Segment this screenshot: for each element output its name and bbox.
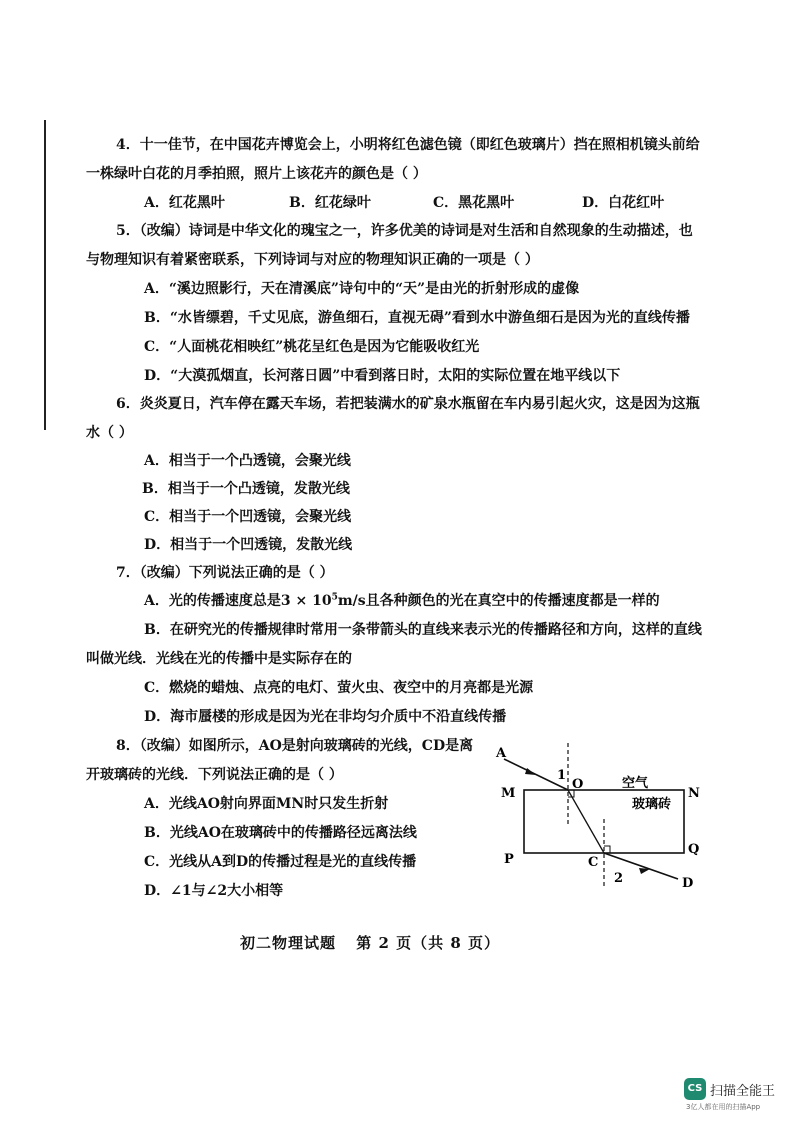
q6-option-b: B．相当于一个凸透镜，发散光线 <box>142 481 350 497</box>
q8-option-a: A．光线AO射向界面MN时只发生折射 <box>144 796 389 812</box>
q7-option-a <box>144 592 660 610</box>
q5-stem-line2: 与物理知识有着紧密联系，下列诗词与对应的物理知识正确的一项是（ ） <box>86 252 539 268</box>
label-m: M <box>501 786 516 801</box>
label-q: Q <box>688 842 700 857</box>
q7-option-b-line1: B．在研究光的传播规律时常用一条带箭头的直线来表示光的传播路径和方向，这样的直线 <box>144 622 702 638</box>
footer-page-number: 第 2 页（共 8 页） <box>356 934 501 952</box>
label-d: D <box>682 876 694 891</box>
label-p: P <box>504 852 514 867</box>
q7-option-c: C．燃烧的蜡烛、点亮的电灯、萤火虫、夜空中的月亮都是光源 <box>144 680 534 696</box>
q8-option-b: B．光线AO在玻璃砖中的传播路径远离法线 <box>144 825 417 841</box>
q8-option-c: C．光线从A到D的传播过程是光的直线传播 <box>144 854 417 870</box>
right-angle-mark-c <box>604 846 610 853</box>
q4-stem-line1: 4．十一佳节，在中国花卉博览会上，小明将红色滤色镜（即红色玻璃片）挡在照相机镜头前给 <box>116 137 700 153</box>
q5-option-a: A．“溪边照影行，天在清溪底”诗句中的“天”是由光的折射形成的虚像 <box>144 281 580 297</box>
q4-option-c: C．黑花黑叶 <box>433 195 515 211</box>
q4-option-a: A．红花黑叶 <box>144 195 225 211</box>
q6-stem-line2: 水（ ） <box>86 425 133 441</box>
incident-arrowhead <box>525 768 536 775</box>
footer-title: 初二物理试题 <box>240 934 337 952</box>
label-1: 1 <box>557 768 567 783</box>
q5-stem-line1: 5．（改编）诗词是中华文化的瑰宝之一，许多优美的诗词是对生活和自然现象的生动描述，也 <box>116 223 693 239</box>
label-2: 2 <box>614 871 624 886</box>
q7-option-a-pre: A．光的传播速度总是3 × 10 <box>144 593 332 609</box>
q6-option-d: D．相当于一个凹透镜，发散光线 <box>144 537 353 553</box>
q7-option-a-post: m/s且各种颜色的光在真空中的传播速度都是一样的 <box>337 593 660 609</box>
q8-stem-line2: 开玻璃砖的光线．下列说法正确的是（ ） <box>86 767 343 783</box>
page-footer <box>240 932 514 953</box>
label-air: 空气 <box>622 776 649 791</box>
q7-option-b-line2: 叫做光线．光线在光的传播中是实际存在的 <box>86 651 352 667</box>
q6-option-a: A．相当于一个凸透镜，会聚光线 <box>144 453 351 469</box>
label-glass: 玻璃砖 <box>632 797 672 812</box>
watermark-subtitle: 3亿人都在用的扫描App <box>686 1103 761 1111</box>
q5-option-b: B．“水皆缥碧，千丈见底，游鱼细石，直视无碍”看到水中游鱼细石是因为光的直线传播 <box>144 310 690 326</box>
q7-stem: 7．（改编）下列说法正确的是（ ） <box>116 565 334 581</box>
q8-stem-line1: 8．（改编）如图所示，AO是射向玻璃砖的光线，CD是离 <box>116 738 474 754</box>
label-n: N <box>688 786 700 801</box>
emergent-arrowhead <box>639 868 650 874</box>
refracted-ray-oc <box>568 790 604 853</box>
q5-option-d: D．“大漠孤烟直，长河落日圆”中看到落日时，太阳的实际位置在地平线以下 <box>144 368 621 384</box>
label-a: A <box>496 746 507 761</box>
q7-option-a-exponent: 5 <box>331 592 338 603</box>
q4-option-d: D．白花红叶 <box>582 195 665 211</box>
q7-option-d: D．海市蜃楼的形成是因为光在非均匀介质中不沿直线传播 <box>144 709 507 725</box>
label-c: C <box>588 855 599 870</box>
q6-option-c: C．相当于一个凹透镜，会聚光线 <box>144 509 352 525</box>
refraction-figure <box>490 735 720 895</box>
camscanner-logo-icon: CS <box>684 1078 706 1100</box>
scanner-watermark <box>684 1078 794 1118</box>
label-o: O <box>572 777 584 792</box>
q4-stem-line2: 一株绿叶白花的月季拍照，照片上该花卉的颜色是（ ） <box>86 166 427 182</box>
binding-line <box>44 120 46 430</box>
watermark-title: 扫描全能王 <box>710 1084 776 1099</box>
q4-option-b: B．红花绿叶 <box>289 195 371 211</box>
q8-option-d: D．∠1与∠2大小相等 <box>144 883 284 899</box>
q6-stem-line1: 6．炎炎夏日，汽车停在露天车场，若把装满水的矿泉水瓶留在车内易引起火灾，这是因为这瓶 <box>116 396 700 412</box>
q5-option-c: C．“人面桃花相映红”桃花呈红色是因为它能吸收红光 <box>144 339 480 355</box>
